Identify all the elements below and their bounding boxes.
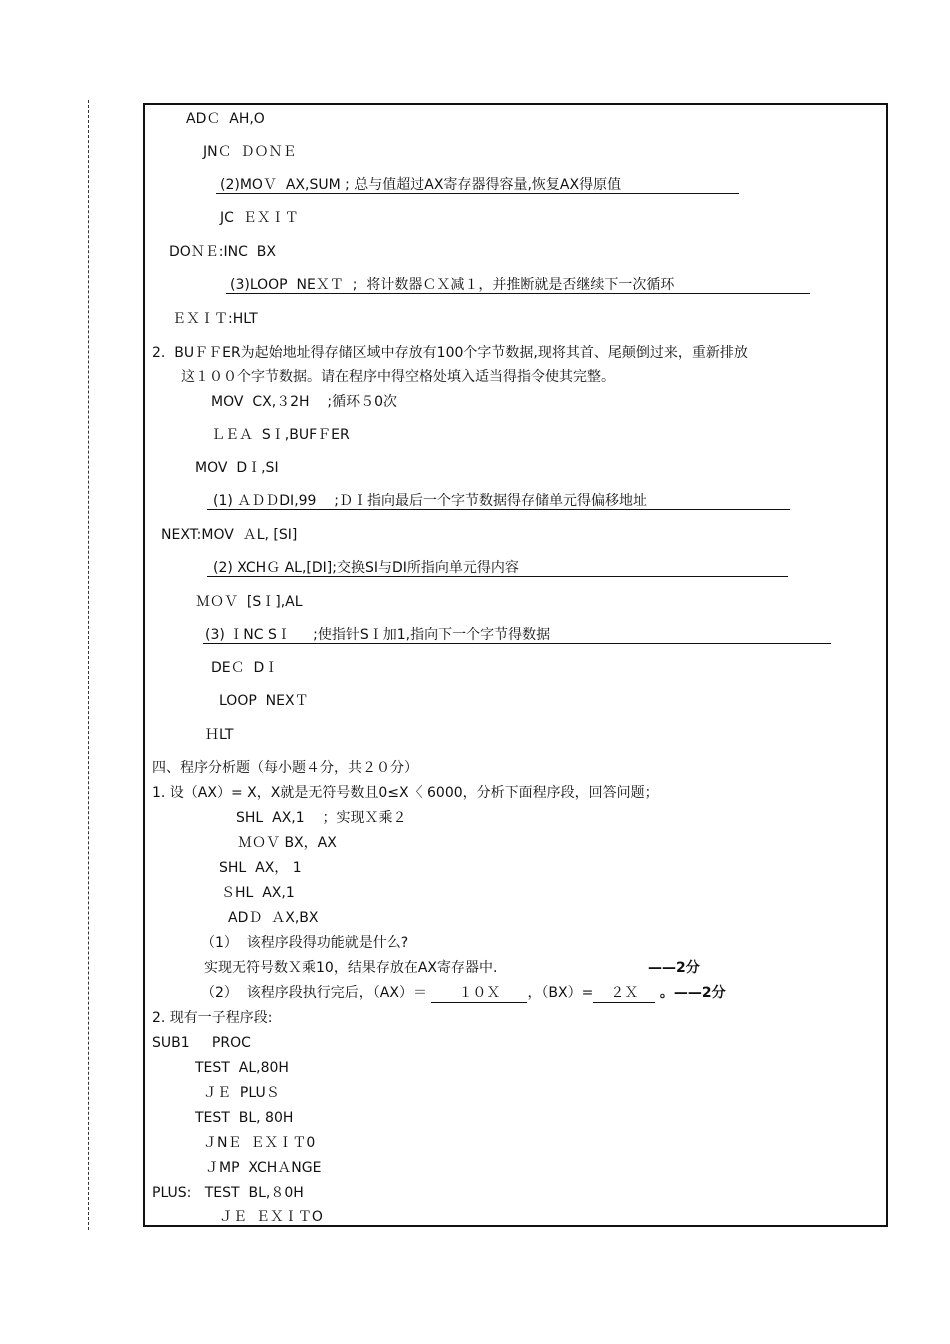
code-line: ＪNＥ ＥＸＩＴ0 [203, 1135, 316, 1151]
answer-ax: １０Ｘ [431, 984, 527, 1003]
answer-underline [226, 293, 810, 294]
answer-underline [207, 509, 790, 510]
question-title-cont: 这１００个字节数据。请在程序中得空格处填入适当得指令使其完整。 [181, 369, 615, 385]
answer-text: 实现无符号数Ｘ乘10，结果存放在AX寄存器中. [204, 960, 498, 976]
answer-line-3: (3)LOOP NEＸＴ ; 将计数器ＣＸ减１，并推断就是否继续下一次循环 [230, 277, 675, 293]
code-line: ＳHL AX,1 [221, 885, 295, 901]
code-line: ADＤ ＡX,BX [228, 910, 319, 926]
code-line: ＭＯＶ [SＩ],AL [196, 594, 303, 610]
code-line: NEXT:MOV ＡL, [SI] [161, 527, 298, 543]
code-line: TEST AL,80H [195, 1060, 289, 1076]
answer-bx: ２Ｘ [593, 984, 655, 1003]
code-line: DOＮＥ:INC BX [169, 244, 276, 260]
sub-question-mid: ，（BX）= [527, 985, 594, 1001]
code-line: JNＣ ＤＯＮＥ [203, 144, 297, 160]
code-line: SHL AX， 1 [219, 860, 302, 876]
code-line: MOV CX,３2H ;循环５0次 [211, 394, 398, 410]
sub-question [201, 984, 726, 1003]
sub-question: （1） 该程序段得功能就是什么? [201, 935, 409, 951]
score-note: ——2分 [648, 960, 700, 976]
answer-underline [203, 643, 831, 644]
code-line: ADＣ AH,O [186, 111, 265, 127]
sub-question-text: （2） 该程序段执行完后，（AX）＝ [201, 985, 427, 1001]
code-line: DEＣ DＩ [211, 660, 279, 676]
code-line: ＨLT [205, 727, 234, 743]
code-line: PLUS: TEST BL,８0H [152, 1185, 304, 1201]
answer-line-2: (2) XCHＧ AL,[DI];交换SI与DI所指向单元得内容 [213, 560, 519, 576]
answer-line-2: (2)MOＶ AX,SUM ; 总与值超过AX寄存器得容量,恢复AX得原值 [220, 177, 622, 193]
question-title: 2. 现有一子程序段: [152, 1010, 273, 1026]
code-line: MOV DＩ,SI [195, 460, 279, 476]
code-line: SHL AX,1 ；实现Ｘ乘２ [236, 810, 407, 826]
section-heading: 四、程序分析题（每小题４分，共２０分） [152, 760, 418, 776]
answer-underline [207, 576, 788, 577]
code-line: ＪＥ ＥＸＩＴO [219, 1209, 323, 1225]
answer-line-3: (3) ＩNC SＩ ;使指针SＩ加1,指向下一个字节得数据 [205, 627, 551, 643]
code-line: ＪＥ PLUＳ [203, 1085, 280, 1101]
code-line: JC ＥＸＩＴ [220, 210, 299, 226]
code-line: ＪMP XCHＡNGE [205, 1160, 322, 1176]
answer-line-1: (1) ＡＤＤDI,99 ;ＤＩ指向最后一个字节数据得存储单元得偏移地址 [213, 493, 647, 509]
question-title: 1. 设（AX）= X，X就是无符号数且0≤X〈 6000，分析下面程序段，回答问题； [152, 785, 659, 801]
code-line: SUB1 PROC [152, 1035, 251, 1051]
answer-underline [216, 193, 739, 194]
margin-dashed-line [88, 100, 89, 1230]
code-line: ＭＯＶ BX，AX [238, 835, 337, 851]
code-line: ＬＥＡ SＩ,BUFＦER [211, 427, 350, 443]
score-note: 。——2分 [659, 985, 726, 1001]
code-line: ＥＸＩＴ:HLT [172, 311, 258, 327]
code-line: LOOP NEXＴ [219, 693, 309, 709]
code-line: TEST BL, 80H [195, 1110, 294, 1126]
question-title: 2. BUＦＦER为起始地址得存储区域中存放有100个字节数据,现将其首、尾颠倒过来，重新排放 [152, 345, 748, 361]
